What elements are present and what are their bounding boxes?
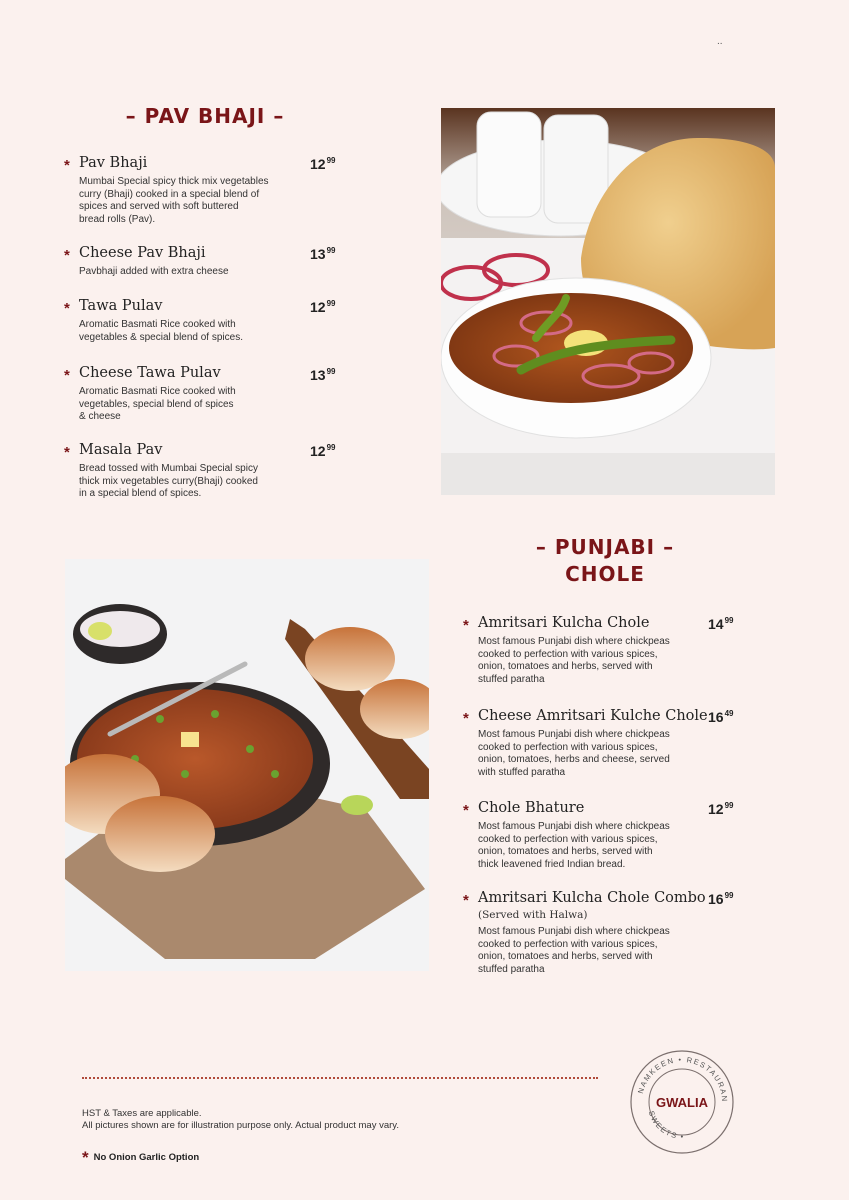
- veg-star-icon: *: [463, 710, 469, 727]
- item-description: Aromatic Basmati Rice cooked with vegetables, special blend of spices & cheese: [79, 386, 236, 423]
- item-description: Most famous Punjabi dish where chickpeas cooked to perfection with various spices, onion, tomatoes and herbs, served with stuffed paratha: [478, 636, 670, 685]
- svg-text:NAMKEEN • RESTAURANT •: NAMKEEN • RESTAURAN: [635, 1054, 730, 1103]
- section-heading-pav-bhaji: – PAV BHAJI –: [125, 104, 285, 128]
- veg-star-icon: *: [64, 444, 70, 461]
- svg-text:SWEETS •: SWEETS •: [646, 1109, 685, 1142]
- veg-star-icon: *: [463, 802, 469, 819]
- section-heading-punjabi-chole: – PUNJABI – CHOLE: [535, 535, 675, 586]
- menu-item-chole-bhature: [463, 800, 670, 871]
- menu-item-amritsari-kulcha-chole-combo: [463, 890, 706, 976]
- item-name: Chole Bhature: [478, 800, 585, 816]
- item-name: Masala Pav: [79, 442, 163, 458]
- menu-item-tawa-pulav: [64, 298, 243, 344]
- menu-item-cheese-tawa-pulav: [64, 365, 236, 424]
- item-price: $12^{99}$: [310, 156, 336, 172]
- veg-star-icon: *: [64, 157, 70, 174]
- veg-star-icon: *: [463, 617, 469, 634]
- veg-star-icon: *: [64, 247, 70, 264]
- veg-star-icon: *: [463, 892, 469, 909]
- item-price: $16^{49}$: [708, 709, 734, 725]
- menu-item-amritsari-kulcha-chole: [463, 615, 670, 686]
- item-description: Aromatic Basmati Rice cooked with vegetables & special blend of spices.: [79, 319, 243, 343]
- item-name: Cheese Amritsari Kulche Chole: [478, 708, 708, 724]
- item-name: Amritsari Kulcha Chole Combo: [478, 890, 706, 906]
- item-name: Tawa Pulav: [79, 298, 163, 314]
- item-description: Pavbhaji added with extra cheese: [79, 266, 229, 277]
- gwalia-logo: [628, 1048, 736, 1156]
- item-price: $13^{99}$: [310, 246, 336, 262]
- menu-item-cheese-amritsari-kulche-chole: [463, 708, 708, 779]
- item-description: Most famous Punjabi dish where chickpeas cooked to perfection with various spices, onion, tomatoes and herbs, served with stuffed paratha: [478, 926, 670, 975]
- item-name: Amritsari Kulcha Chole: [478, 615, 650, 631]
- veg-star-icon: *: [82, 1148, 89, 1167]
- item-name: Cheese Pav Bhaji: [79, 245, 206, 261]
- item-price: $12^{99}$: [310, 443, 336, 459]
- veg-star-icon: *: [64, 367, 70, 384]
- item-description: Bread tossed with Mumbai Special spicy thick mix vegetables curry(Bhaji) cooked in a special blend of spices.: [79, 463, 258, 500]
- tax-note: HST & Taxes are applicable.: [82, 1108, 202, 1119]
- item-description: Mumbai Special spicy thick mix vegetables curry (Bhaji) cooked in a special blend of spices and served with soft buttered bread rolls (Pav).: [79, 176, 269, 225]
- veg-star-icon: *: [64, 300, 70, 317]
- logo-wordmark: GWALIA: [656, 1095, 708, 1110]
- item-price: $14^{99}$: [708, 616, 734, 632]
- illustration-note: All pictures shown are for illustration purpose only. Actual product may vary.: [82, 1120, 399, 1131]
- no-onion-garlic-note: * No Onion Garlic Option: [82, 1148, 200, 1167]
- item-name: Cheese Tawa Pulav: [79, 365, 221, 381]
- footer-notes: [82, 1108, 399, 1132]
- item-description: Most famous Punjabi dish where chickpeas cooked to perfection with various spices, onion, tomatoes, herbs and cheese, served with stuffed paratha: [478, 729, 670, 778]
- chole-bhature-photo: [441, 108, 775, 495]
- pav-bhaji-photo: [65, 559, 429, 971]
- item-price: $16^{99}$: [708, 891, 734, 907]
- item-price: $12^{99}$: [310, 299, 336, 315]
- item-subtitle: (Served with Halwa): [478, 909, 588, 921]
- item-description: Most famous Punjabi dish where chickpeas cooked to perfection with various spices, onion, tomatoes and herbs, served with thick leavened fried Indian bread.: [478, 821, 670, 870]
- item-name: Pav Bhaji: [79, 155, 148, 171]
- footer-divider: [82, 1077, 598, 1079]
- item-price: $12^{99}$: [708, 801, 734, 817]
- menu-item-masala-pav: [64, 442, 258, 501]
- menu-item-cheese-pav-bhaji: [64, 245, 229, 279]
- item-price: $13^{99}$: [310, 367, 336, 383]
- page-marker: ..: [717, 36, 723, 47]
- menu-item-pav-bhaji: [64, 155, 269, 226]
